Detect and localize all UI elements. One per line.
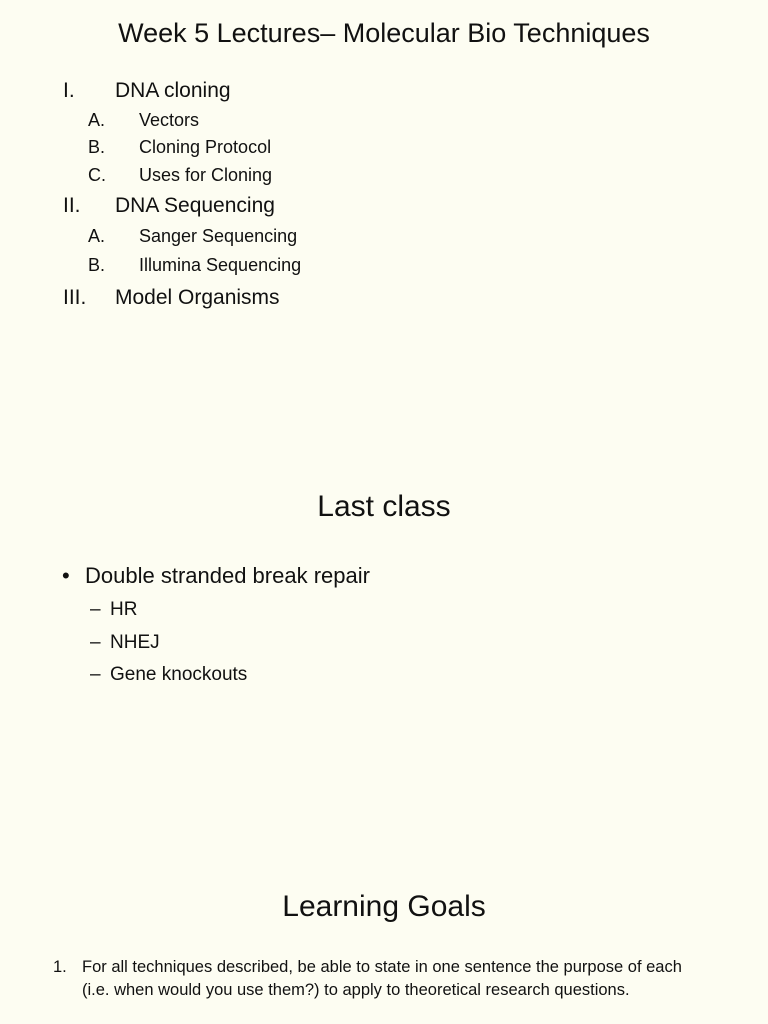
slide-title-week5: Week 5 Lectures– Molecular Bio Techniques [118,18,650,48]
bullet-label: NHEJ [110,632,160,653]
goal-number: 1. [53,958,67,976]
bullet-dot-icon: • [62,563,70,588]
outline-label: DNA Sequencing [115,194,275,217]
outline-label: Cloning Protocol [139,137,272,157]
outline-number: III. [63,286,87,309]
slide-title-last-class: Last class [317,490,451,523]
outline-number: A. [88,110,106,130]
bullet-label: Double stranded break repair [85,563,370,588]
bullet-label: Gene knockouts [110,664,248,685]
outline-label: DNA cloning [115,79,231,102]
bullet-label: HR [110,599,138,620]
outline-number: B. [88,255,106,275]
outline-number: II. [63,194,81,217]
dash-icon: – [90,599,101,620]
outline-label: Illumina Sequencing [139,255,302,275]
dash-icon: – [90,664,101,685]
outline-label: Uses for Cloning [139,165,273,185]
outline-label: Model Organisms [115,286,280,309]
outline-label: Sanger Sequencing [139,226,298,246]
outline-label: Vectors [139,110,200,130]
dash-icon: – [90,632,101,653]
outline-number: C. [88,165,106,185]
outline-number: I. [63,79,75,102]
goal-text: For all techniques described, be able to state in one sentence the purpose of each (i.e. when would you use them?) to apply to theoretical research questions. [82,958,682,999]
outline-number: A. [88,226,106,246]
slide-title-learning-goals: Learning Goals [282,890,486,923]
outline-number: B. [88,137,106,157]
